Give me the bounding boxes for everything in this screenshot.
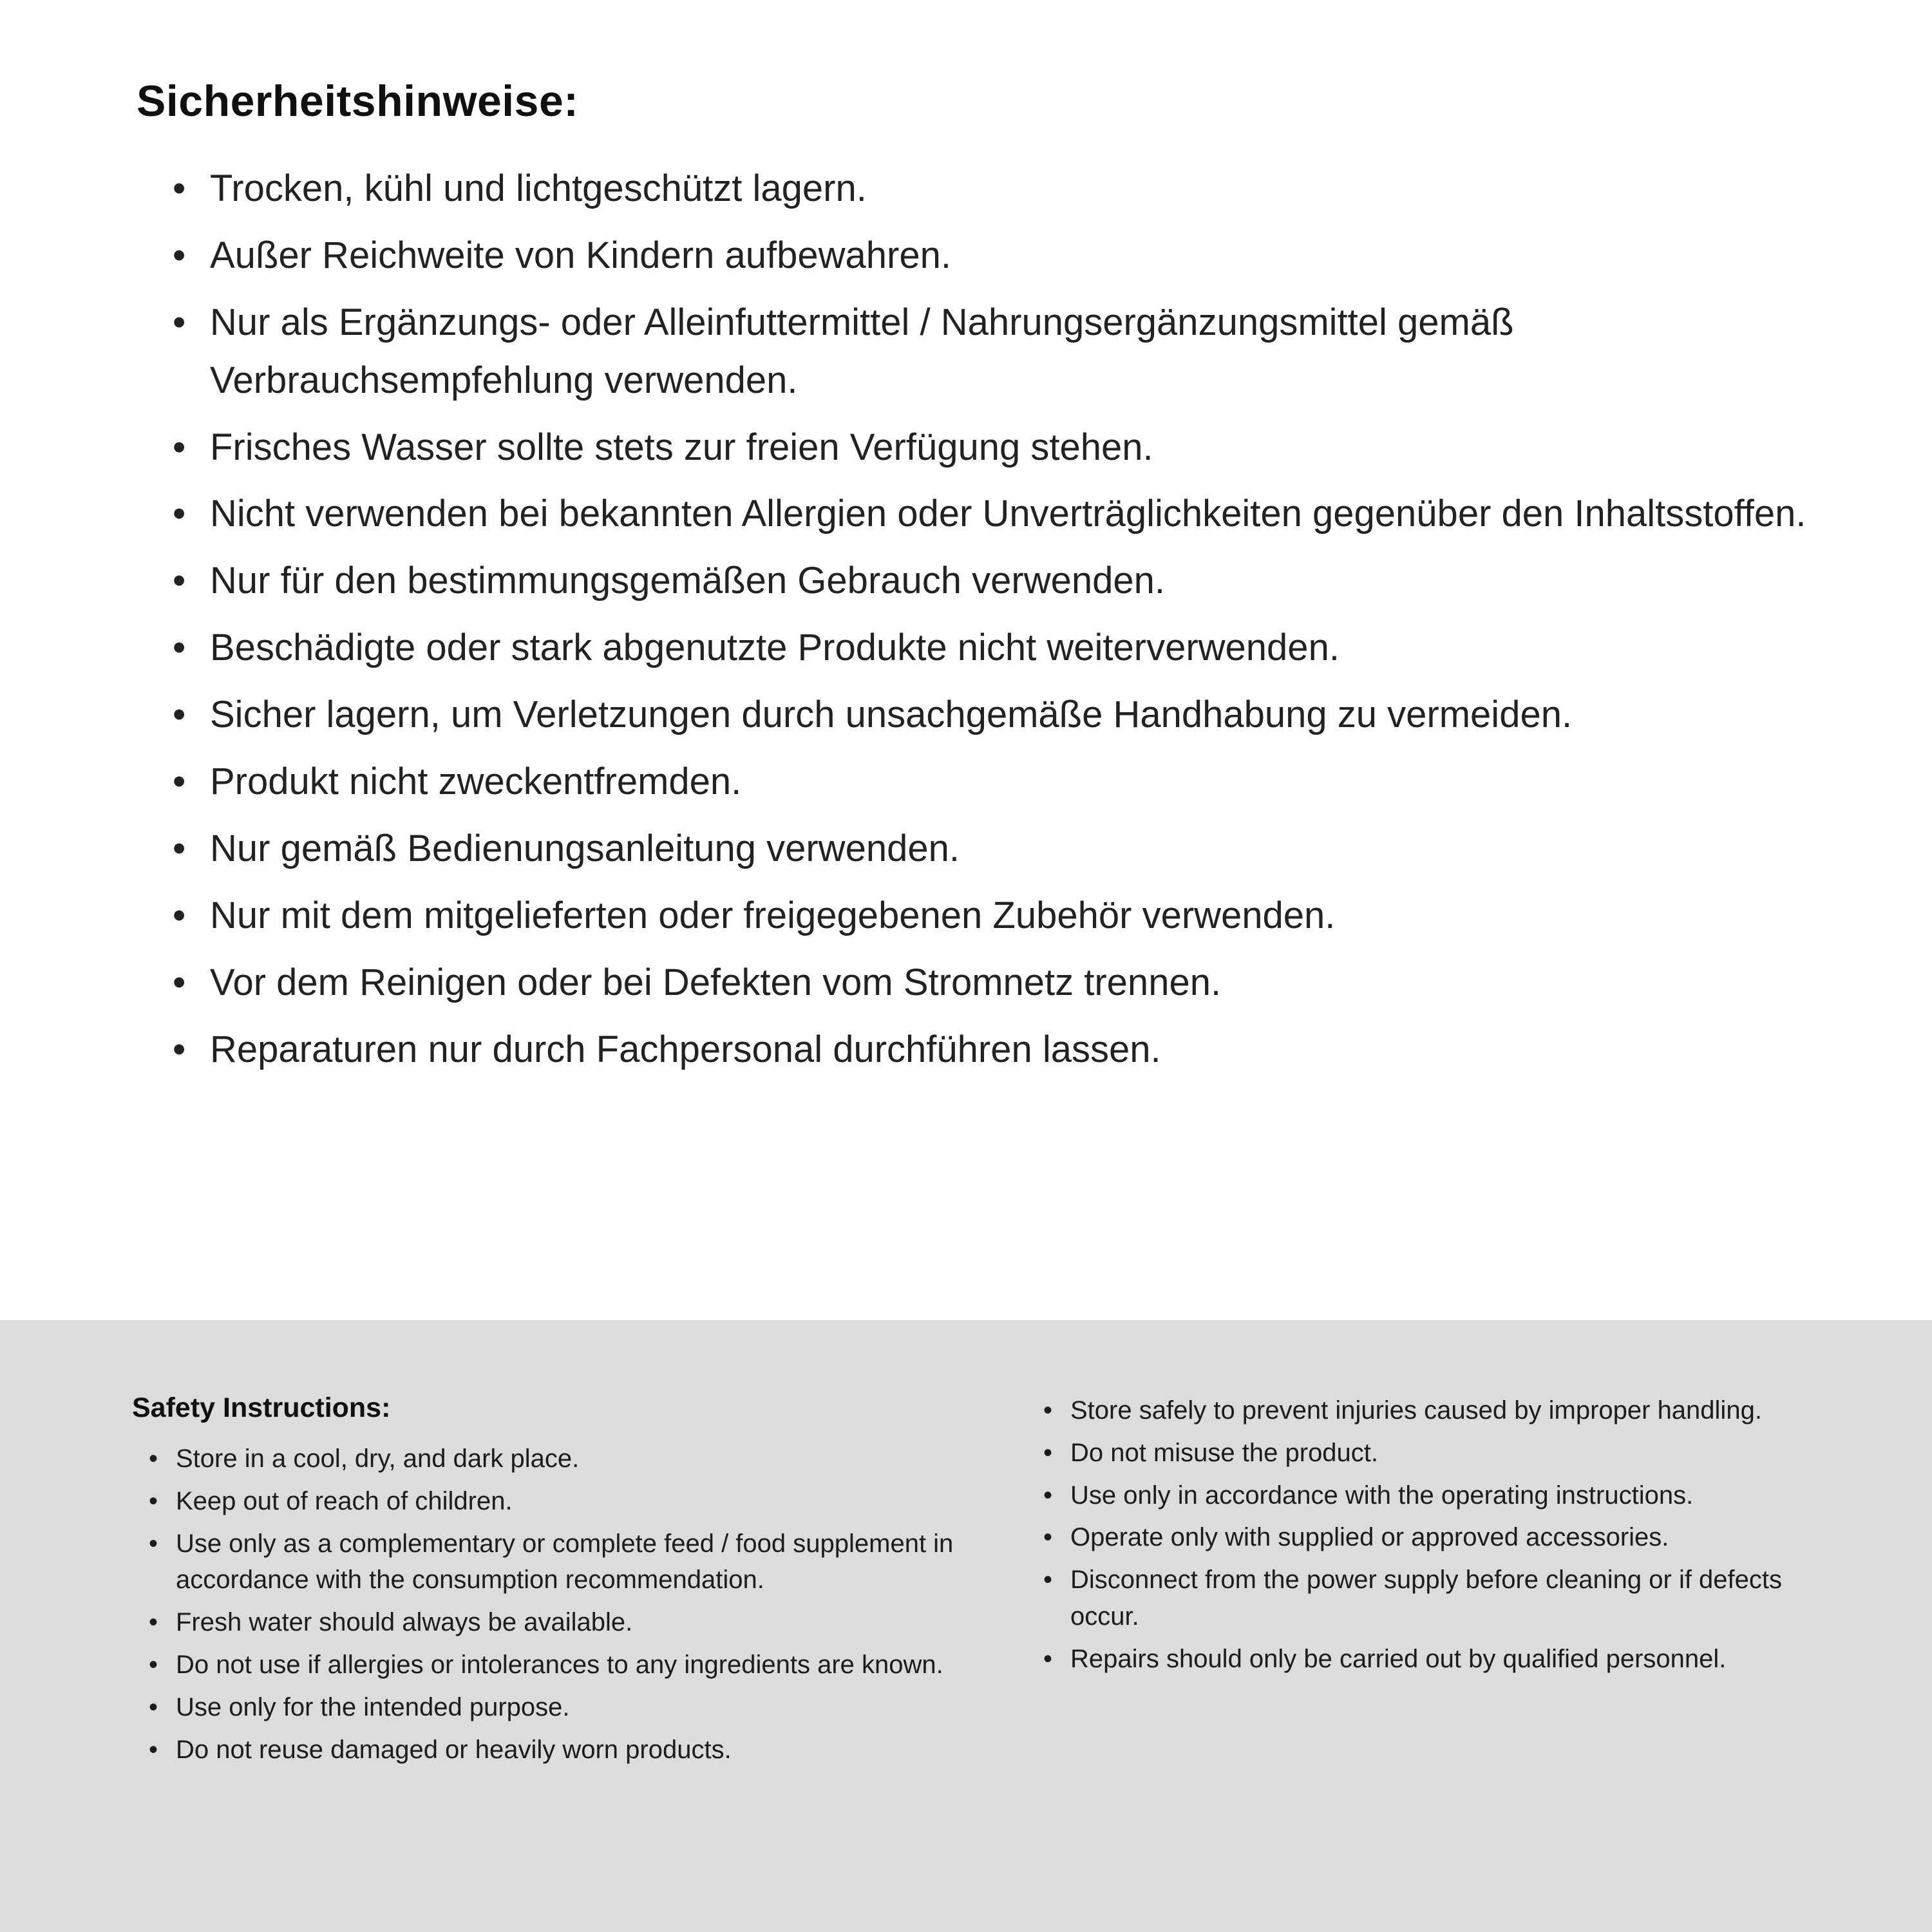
bullet-marker: • [173,961,186,1003]
list-item-text: Nur als Ergänzungs- oder Alleinfuttermittel / Nahrungsergänzungsmittel gemäß Verbrauchsempfehlung verwenden. [210,301,1514,401]
bullet-marker: • [173,761,186,803]
list-item [149,1604,989,1641]
bullet-marker: • [149,1444,158,1473]
english-safety-list-left [132,1441,989,1768]
list-item-text: Frisches Wasser sollte stets zur freien Verfügung stehen. [210,426,1153,468]
list-item [173,619,1837,677]
bullet-marker: • [149,1650,158,1679]
list-item-text: Fresh water should always be available. [176,1608,633,1637]
list-item-text: Nur mit dem mitgelieferten oder freigegebenen Zubehör verwenden. [210,894,1336,936]
list-item-text: Do not reuse damaged or heavily worn products. [176,1735,732,1764]
list-item-text: Operate only with supplied or approved accessories. [1070,1523,1669,1552]
list-item-text: Keep out of reach of children. [176,1486,513,1515]
list-item-text: Store safely to prevent injuries caused by improper handling. [1070,1396,1762,1425]
list-item [173,419,1837,477]
list-item [173,753,1837,811]
list-item-text: Reparaturen nur durch Fachpersonal durchführen lassen. [210,1028,1161,1070]
list-item-text: Nur gemäß Bedienungsanleitung verwenden. [210,827,960,869]
list-item-text: Trocken, kühl und lichtgeschützt lagern. [210,167,867,209]
bullet-marker: • [173,560,186,602]
bullet-marker: • [173,234,186,276]
list-item-text: Store in a cool, dry, and dark place. [176,1444,580,1473]
bullet-marker: • [173,894,186,936]
bullet-marker: • [173,694,186,736]
bullet-marker: • [1043,1523,1053,1552]
bullet-marker: • [149,1529,158,1558]
list-item-text: Außer Reichweite von Kindern aufbewahren. [210,234,951,276]
list-item-text: Beschädigte oder stark abgenutzte Produkte nicht weiterverwenden. [210,627,1340,669]
bullet-marker: • [173,827,186,869]
list-item-text: Nur für den bestimmungsgemäßen Gebrauch verwenden. [210,560,1165,602]
bullet-marker: • [173,493,186,535]
bullet-marker: • [173,301,186,343]
list-item [149,1689,989,1726]
german-safety-list [137,160,1837,1078]
bullet-marker: • [1043,1438,1053,1467]
list-item-text: Repairs should only be carried out by qualified personnel. [1070,1644,1727,1673]
list-item-text: Do not misuse the product. [1070,1438,1379,1467]
list-item [1043,1519,1855,1556]
list-item [149,1526,989,1599]
list-item [173,1021,1837,1079]
bullet-marker: • [149,1486,158,1515]
bullet-marker: • [1043,1481,1053,1510]
list-item [149,1483,989,1520]
english-safety-list-right [1043,1392,1855,1678]
bullet-marker: • [173,426,186,468]
list-item-text: Vor dem Reinigen oder bei Defekten vom Stromnetz trennen. [210,961,1222,1003]
bullet-marker: • [173,167,186,209]
list-item [173,160,1837,218]
list-item [1043,1392,1855,1429]
bullet-marker: • [149,1735,158,1764]
list-item-text: Nicht verwenden bei bekannten Allergien oder Unverträglichkeiten gegenüber den Inhaltsstoffen. [210,493,1806,535]
list-item [173,954,1837,1012]
bullet-marker: • [173,1028,186,1070]
list-item-text: Use only in accordance with the operating instructions. [1070,1481,1694,1510]
bullet-marker: • [149,1692,158,1721]
list-item [1043,1477,1855,1514]
list-item [173,294,1837,410]
list-item [1043,1435,1855,1472]
list-item-text: Use only as a complementary or complete feed / food supplement in accordance with the consumption recommendation. [176,1529,954,1595]
bullet-marker: • [173,627,186,669]
english-title: Safety Instructions: [132,1392,391,1423]
list-item-text: Sicher lagern, um Verletzungen durch unsachgemäße Handhabung zu vermeiden. [210,694,1573,736]
bullet-marker: • [149,1608,158,1637]
list-item [1043,1641,1855,1678]
list-item [1043,1562,1855,1635]
list-item [173,227,1837,285]
bullet-marker: • [1043,1566,1053,1595]
list-item [149,1647,989,1683]
list-item [173,887,1837,945]
english-left-column [132,1392,989,1932]
german-title: Sicherheitshinweise: [137,77,579,126]
list-item-text: Use only for the intended purpose. [176,1692,570,1721]
english-section [0,1320,1932,1932]
bullet-marker: • [1043,1396,1053,1425]
list-item [173,552,1837,610]
list-item [173,686,1837,744]
list-item [173,485,1837,543]
bullet-marker: • [1043,1644,1053,1673]
list-item [149,1732,989,1768]
list-item [173,820,1837,878]
list-item-text: Disconnect from the power supply before cleaning or if defects occur. [1070,1566,1783,1631]
list-item [149,1441,989,1477]
list-item-text: Produkt nicht zweckentfremden. [210,761,742,803]
list-item-text: Do not use if allergies or intolerances to any ingredients are known. [176,1650,943,1679]
english-right-column [1043,1392,1855,1932]
